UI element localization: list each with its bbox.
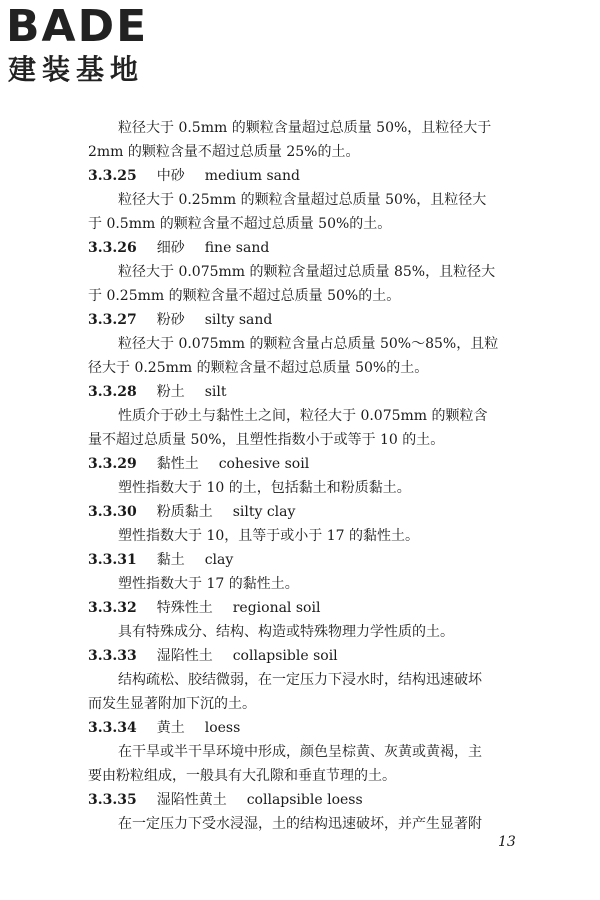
term-heading <box>88 644 538 668</box>
bade-logo <box>6 2 176 92</box>
page-number: 13 <box>498 834 516 850</box>
definition-line: 于 0.5mm 的颗粒含量不超过总质量 50%的土。 <box>88 216 392 232</box>
term-heading <box>88 716 538 740</box>
logo-wordmark: BADE <box>6 1 149 52</box>
term-heading <box>88 164 538 188</box>
term-english: loess <box>204 720 241 736</box>
term-english: cohesive soil <box>218 456 310 472</box>
term-entry <box>88 788 538 836</box>
term-heading <box>88 380 538 404</box>
definition-line: 塑性指数大于 17 的黏性土。 <box>118 576 299 592</box>
term-chinese: 中砂 <box>156 168 185 184</box>
logo-subtitle: 建装基地 <box>8 53 145 86</box>
definition-line: 而发生显著附加下沉的土。 <box>88 696 256 712</box>
clause-number: 3.3.29 <box>88 456 137 472</box>
term-entry <box>88 236 538 308</box>
term-heading <box>88 788 538 812</box>
clause-number: 3.3.33 <box>88 648 137 664</box>
term-heading <box>88 500 538 524</box>
term-english: collapsible soil <box>232 648 338 664</box>
term-heading <box>88 596 538 620</box>
clause-number: 3.3.30 <box>88 504 137 520</box>
clause-number: 3.3.27 <box>88 312 137 328</box>
term-english: regional soil <box>232 600 321 616</box>
term-english: medium sand <box>204 168 300 184</box>
clause-number: 3.3.26 <box>88 240 137 256</box>
term-english: silt <box>204 384 227 400</box>
term-chinese: 湿陷性土 <box>156 648 213 664</box>
definition-line: 粒径大于 0.075mm 的颗粒含量超过总质量 85%，且粒径大 <box>118 264 496 280</box>
term-chinese: 细砂 <box>156 240 185 256</box>
term-entry <box>88 380 538 452</box>
definition-line: 要由粉粒组成，一般具有大孔隙和垂直节理的土。 <box>88 768 396 784</box>
term-entry <box>88 452 538 500</box>
term-chinese: 湿陷性黄土 <box>156 792 227 808</box>
term-chinese: 黏土 <box>156 552 185 568</box>
term-chinese: 粉土 <box>156 384 185 400</box>
definition-line: 在一定压力下受水浸湿，土的结构迅速破坏，并产生显著附 <box>118 816 482 832</box>
term-english: fine sand <box>204 240 270 256</box>
definition-line: 粒径大于 0.25mm 的颗粒含量超过总质量 50%，且粒径大 <box>118 192 487 208</box>
term-chinese: 黄土 <box>156 720 185 736</box>
definition-line: 粒径大于 0.5mm 的颗粒含量超过总质量 50%，且粒径大于 <box>118 120 492 136</box>
term-entry <box>88 716 538 788</box>
definition-line: 径大于 0.25mm 的颗粒含量不超过总质量 50%的土。 <box>88 360 429 376</box>
term-english: collapsible loess <box>246 792 363 808</box>
definition-line: 具有特殊成分、结构、构造或特殊物理力学性质的土。 <box>118 624 454 640</box>
clause-number: 3.3.34 <box>88 720 137 736</box>
term-entry <box>88 500 538 548</box>
definition-line: 塑性指数大于 10，且等于或小于 17 的黏性土。 <box>118 528 419 544</box>
definition-line: 性质介于砂土与黏性土之间，粒径大于 0.075mm 的颗粒含 <box>118 408 488 424</box>
document-body <box>88 116 538 836</box>
term-entry <box>88 116 538 164</box>
clause-number: 3.3.25 <box>88 168 137 184</box>
term-chinese: 粉质黏土 <box>156 504 213 520</box>
term-english: clay <box>204 552 234 568</box>
term-entry <box>88 596 538 644</box>
definition-line: 2mm 的颗粒含量不超过总质量 25%的土。 <box>88 144 360 160</box>
definition-line: 量不超过总质量 50%，且塑性指数小于或等于 10 的土。 <box>88 432 445 448</box>
term-english: silty clay <box>232 504 296 520</box>
term-entry <box>88 164 538 236</box>
term-heading <box>88 452 538 476</box>
definition-line: 在干旱或半干旱环境中形成，颜色呈棕黄、灰黄或黄褐，主 <box>118 744 482 760</box>
term-heading <box>88 308 538 332</box>
term-chinese: 特殊性土 <box>156 600 213 616</box>
term-english: silty sand <box>204 312 273 328</box>
term-heading <box>88 236 538 260</box>
term-entry <box>88 644 538 716</box>
term-chinese: 黏性土 <box>156 456 199 472</box>
clause-number: 3.3.32 <box>88 600 137 616</box>
clause-number: 3.3.28 <box>88 384 137 400</box>
clause-number: 3.3.35 <box>88 792 137 808</box>
definition-line: 粒径大于 0.075mm 的颗粒含量占总质量 50%～85%，且粒 <box>118 336 499 352</box>
term-entry <box>88 548 538 596</box>
term-entry <box>88 308 538 380</box>
definition-line: 结构疏松、胶结微弱，在一定压力下浸水时，结构迅速破坏 <box>118 672 482 688</box>
term-heading <box>88 548 538 572</box>
definition-line: 于 0.25mm 的颗粒含量不超过总质量 50%的土。 <box>88 288 401 304</box>
clause-number: 3.3.31 <box>88 552 137 568</box>
term-chinese: 粉砂 <box>156 312 185 328</box>
definition-line: 塑性指数大于 10 的土，包括黏土和粉质黏土。 <box>118 480 411 496</box>
